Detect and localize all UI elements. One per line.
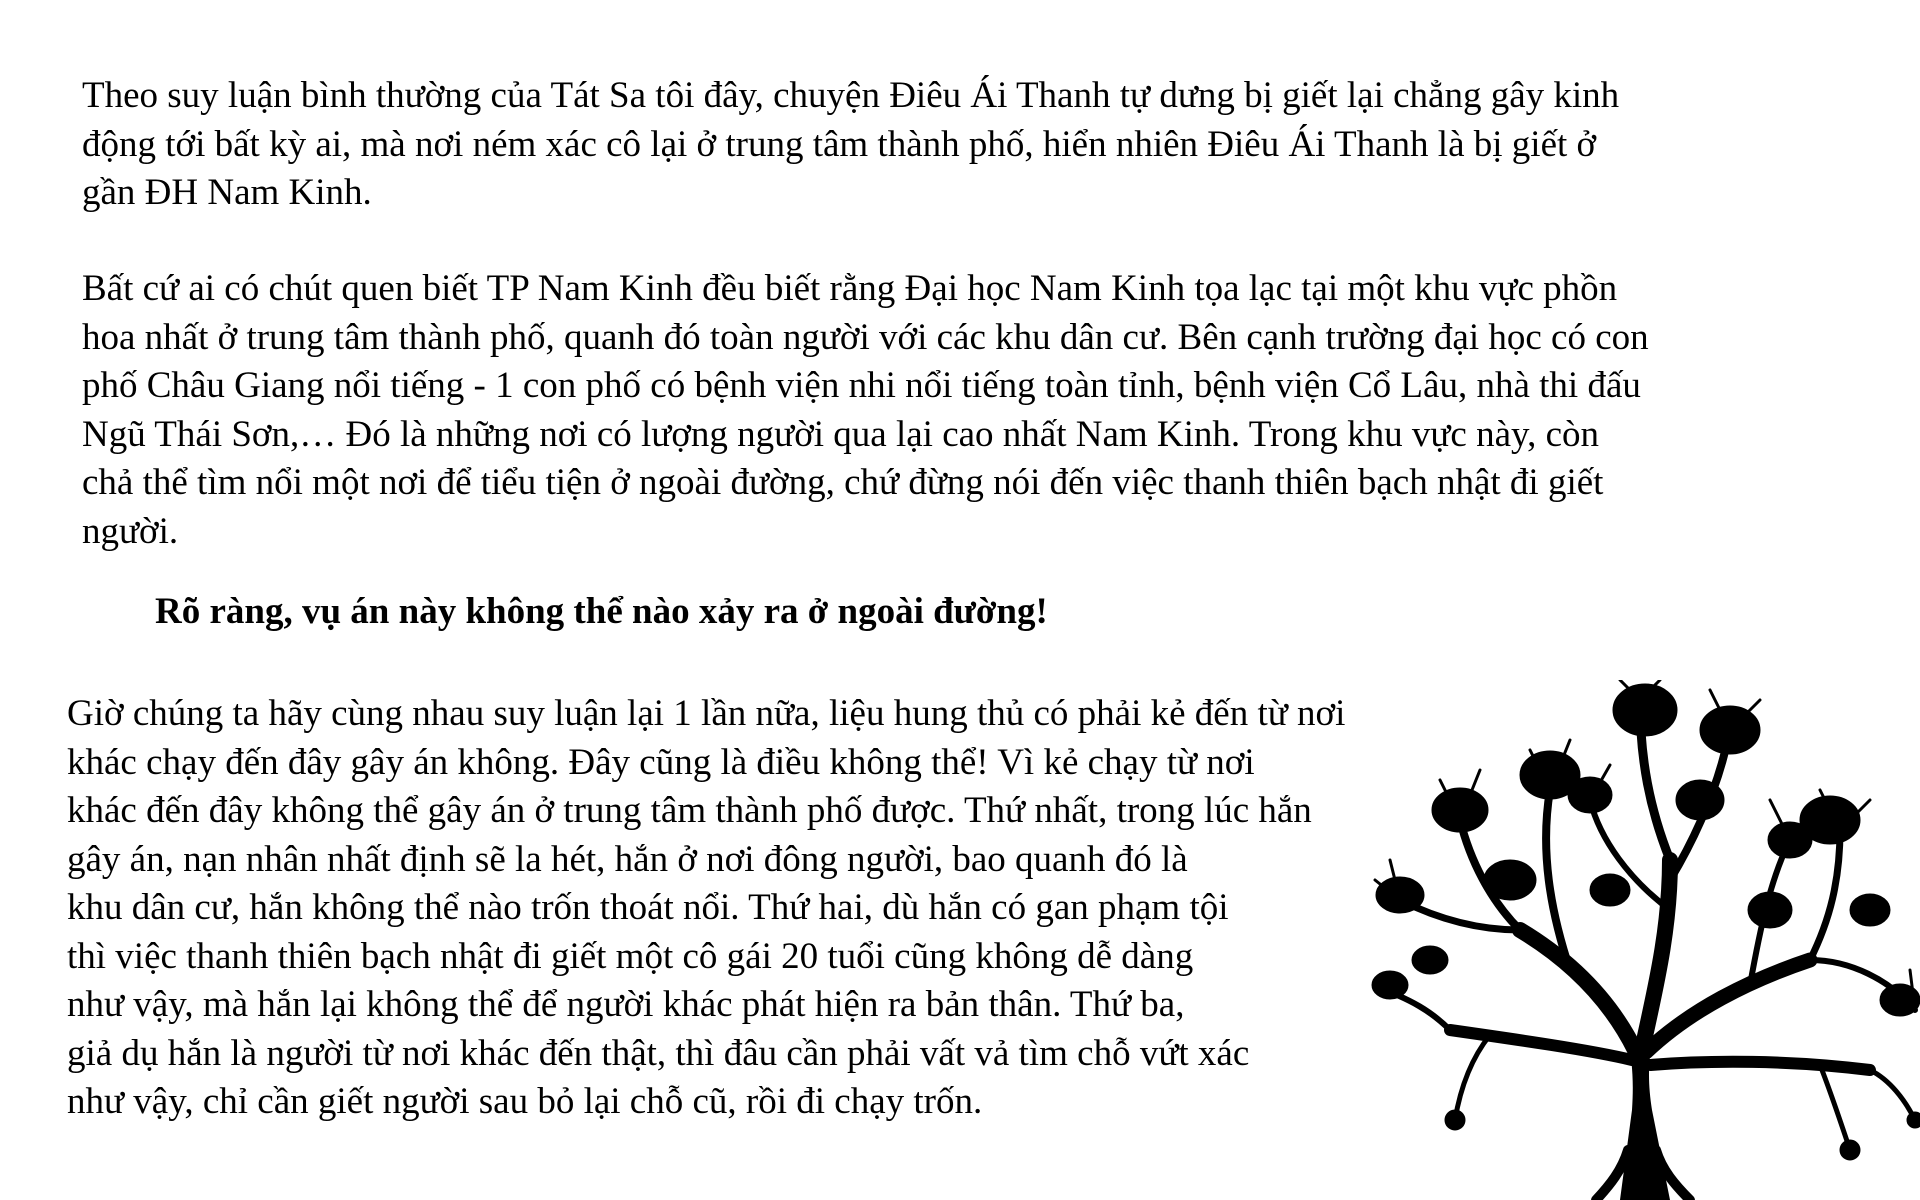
emphasis-sentence: Rõ ràng, vụ án này không thể nào xảy ra ở ngoài đường! (155, 591, 1048, 632)
paragraph-line: hoa nhất ở trung tâm thành phố, quanh đó toàn người với các khu dân cư. Bên cạnh trường đại học có con (82, 316, 1649, 358)
paragraph-line: Bất cứ ai có chút quen biết TP Nam Kinh đều biết rằng Đại học Nam Kinh tọa lạc tại một khu vực phồn (82, 268, 1618, 309)
paragraph-line: Giờ chúng ta hãy cùng nhau suy luận lại 1 lần nữa, liệu hung thủ có phải kẻ đến từ nơi (67, 693, 1346, 734)
paragraph-line: khác đến đây không thể gây án ở trung tâm thành phố được. Thứ nhất, trong lúc hắn (67, 790, 1312, 831)
paragraph-line: gây án, nạn nhân nhất định sẽ la hét, hắn ở nơi đông người, bao quanh đó là (67, 838, 1188, 880)
paragraph-2 (82, 265, 1649, 556)
paragraph-line: phố Châu Giang nổi tiếng - 1 con phố có bệnh viện nhi nổi tiếng toàn tỉnh, bệnh viện Cổ Lâu, nhà thi đấu (82, 365, 1641, 406)
paragraph-line: động tới bất kỳ ai, mà nơi ném xác cô lại ở trung tâm thành phố, hiển nhiên Điêu Ái Thanh là bị giết ở (82, 123, 1597, 165)
paragraph-line: như vậy, chỉ cần giết người sau bỏ lại chỗ cũ, rồi đi chạy trốn. (67, 1081, 983, 1122)
paragraph-line: gần ĐH Nam Kinh. (82, 172, 372, 213)
paragraph-line: thì việc thanh thiên bạch nhật đi giết một cô gái 20 tuổi cũng không dễ dàng (67, 935, 1194, 977)
paragraph-line: như vậy, mà hắn lại không thể để người khác phát hiện ra bản thân. Thứ ba, (67, 984, 1185, 1025)
paragraph-line: chả thể tìm nổi một nơi để tiểu tiện ở ngoài đường, chứ đừng nói đến việc thanh thiên bạch nhật đi giết (82, 462, 1604, 503)
tree-silhouette-icon (1370, 680, 1920, 1200)
paragraph-line: khác chạy đến đây gây án không. Đây cũng là điều không thể! Vì kẻ chạy từ nơi (67, 741, 1255, 783)
paragraph-line: giả dụ hắn là người từ nơi khác đến thật, thì đâu cần phải vất vả tìm chỗ vứt xác (67, 1032, 1250, 1074)
paragraph-line: khu dân cư, hắn không thể nào trốn thoát nổi. Thứ hai, dù hắn có gan phạm tội (67, 887, 1229, 928)
paragraph-line: Ngũ Thái Sơn,… Đó là những nơi có lượng người qua lại cao nhất Nam Kinh. Trong khu vực này, còn (82, 413, 1600, 455)
paragraph-line: người. (82, 510, 179, 552)
paragraph-line: Theo suy luận bình thường của Tát Sa tôi đây, chuyện Điêu Ái Thanh tự dưng bị giết lại chẳng gây kinh (82, 75, 1620, 116)
paragraph-4 (67, 690, 1345, 1127)
paragraph-1 (82, 72, 1619, 218)
